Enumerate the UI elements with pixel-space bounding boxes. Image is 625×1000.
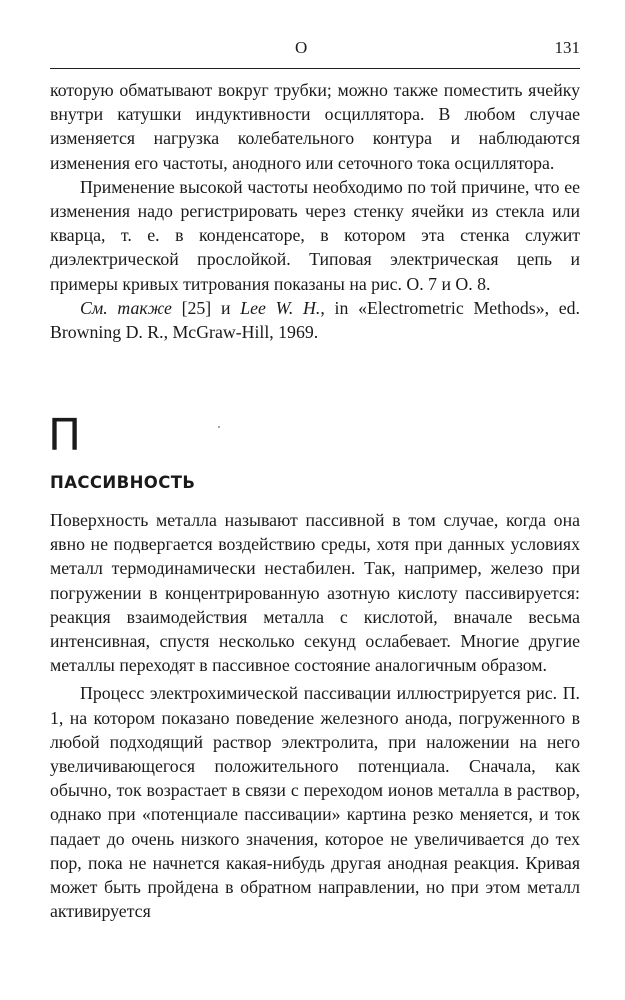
see-also-label: См. также: [80, 297, 172, 318]
running-head: [50, 38, 580, 62]
paragraph-high-frequency: Применение высокой частоты необходимо по той причине, что ее изменения надо регистрировать через стенку ячейки из стекла или кварца, т. е. в конденсаторе, в котором эта стенка служит диэлектрической прослойкой. Типовая электрическая цепь и примеры кривых титрования показаны на рис. О. 7 и О. 8.: [50, 176, 580, 294]
section-text-block: [50, 508, 580, 923]
print-speck: [218, 426, 220, 428]
page-number: 131: [554, 38, 580, 57]
paragraph-passivity-definition: Поверхность металла называют пассивной в том случае, когда она явно не подвергается воздействию среды, хотя при данных условиях металл термодинамически нестабилен. Так, например, железо при погружении в концентрированную азотную кислоту пассивируется: реакция взаимодействия металла с кислотой, вначале весьма интенсивная, спустя несколько секунд ослабевает. Многие другие металлы переходят в пассивное состояние аналогичным образом.: [50, 510, 580, 676]
header-rule: [50, 68, 580, 69]
top-text-block: [50, 78, 580, 344]
reference-text-2: , in «Electrometric Methods», ed. Browning D. R., McGraw-Hill, 1969.: [50, 297, 580, 343]
paragraph-electrochemical-passivation: Процесс электрохимической пассивации иллюстрируется рис. П. 1, на котором показано поведение железного анода, погруженного в любой подходящий раствор электролита, при наложении на него увеличивающегося положительного потенциала. Сначала, как обычно, ток возрастает в связи с переходом ионов металла в раствор, однако при «потенциале пассивации» картина резко меняется, и ток падает до очень низкого значения, которое не увеличивается до тех пор, пока не начнется какая-нибудь другая анодная реакция. Кривая может быть пройдена в обратном направлении, но при этом металл активируется: [50, 683, 580, 922]
paragraph-continuation: которую обматывают вокруг трубки; можно также поместить ячейку внутри катушки индуктивности осциллятора. В любом случае изменяется нагрузка колебательного контура и наблюдаются изменения его частоты, анодного или сеточного тока осциллятора.: [50, 80, 580, 173]
section-title: ПАССИВНОСТЬ: [50, 473, 196, 492]
reference-line: [50, 296, 580, 344]
reference-author: Lee W. H.: [240, 297, 321, 318]
running-head-letter: О: [295, 38, 308, 57]
reference-text-1: [25] и: [171, 297, 241, 318]
section-letter-heading: П: [48, 410, 82, 461]
